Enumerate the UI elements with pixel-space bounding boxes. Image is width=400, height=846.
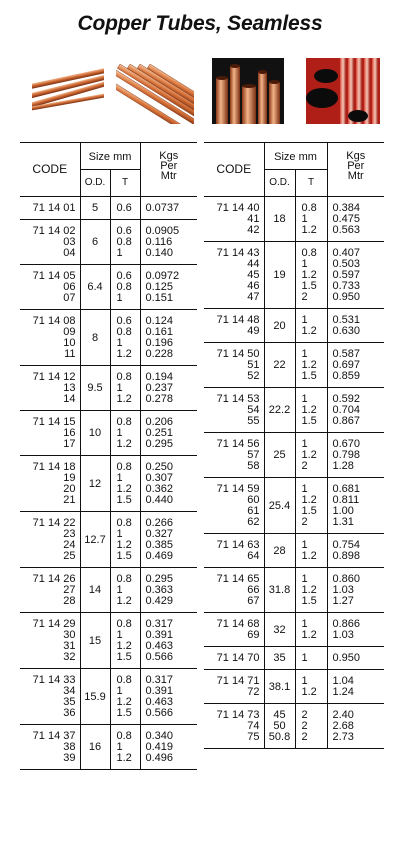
code-cell: 71 14 63 64 bbox=[204, 534, 264, 568]
thickness-cell: 1 1.2 2 bbox=[295, 433, 327, 478]
od-cell: 32 bbox=[264, 613, 295, 647]
copper-tubes-table-right bbox=[204, 142, 384, 749]
kg-per-mtr-cell: 0.0972 0.125 0.151 bbox=[140, 265, 197, 310]
table-row bbox=[204, 704, 384, 749]
table-row bbox=[20, 197, 197, 220]
od-cell: 22.2 bbox=[264, 388, 295, 433]
code-cell: 71 14 73 74 75 bbox=[204, 704, 264, 749]
table-row bbox=[20, 613, 197, 669]
code-cell: 71 14 02 03 04 bbox=[20, 220, 80, 265]
od-cell: 15.9 bbox=[80, 669, 110, 725]
kg-per-mtr-cell: 0.950 bbox=[327, 647, 384, 670]
thickness-cell: 1 1.2 bbox=[295, 670, 327, 704]
kg-per-mtr-cell: 0.317 0.391 0.463 0.566 bbox=[140, 669, 197, 725]
thickness-cell: 0.6 0.8 1 bbox=[110, 220, 140, 265]
code-cell: 71 14 50 51 52 bbox=[204, 343, 264, 388]
thickness-cell: 0.8 1 1.2 1.5 bbox=[110, 512, 140, 568]
kg-per-mtr-cell: 0.681 0.811 1.00 1.31 bbox=[327, 478, 384, 534]
code-cell: 71 14 12 13 14 bbox=[20, 366, 80, 411]
od-cell: 22 bbox=[264, 343, 295, 388]
copper-tube-photo-2 bbox=[116, 64, 194, 124]
kg-per-mtr-cell: 0.866 1.03 bbox=[327, 613, 384, 647]
od-cell: 25 bbox=[264, 433, 295, 478]
thickness-cell: 0.8 1 1.2 bbox=[295, 197, 327, 242]
od-cell: 35 bbox=[264, 647, 295, 670]
od-cell: 5 bbox=[80, 197, 110, 220]
thickness-cell: 0.8 1 1.2 1.5 bbox=[110, 669, 140, 725]
table-row bbox=[20, 411, 197, 456]
od-cell: 31.8 bbox=[264, 568, 295, 613]
thickness-cell: 2 2 2 bbox=[295, 704, 327, 749]
table-row bbox=[20, 366, 197, 411]
od-cell: 16 bbox=[80, 725, 110, 770]
thickness-cell: 1 1.2 1.5 bbox=[295, 343, 327, 388]
code-cell: 71 14 26 27 28 bbox=[20, 568, 80, 613]
code-cell: 71 14 01 bbox=[20, 197, 80, 220]
header-od: O.D. bbox=[264, 170, 295, 197]
header-od: O.D. bbox=[80, 170, 110, 197]
table-body-right bbox=[204, 197, 384, 749]
od-cell: 12 bbox=[80, 456, 110, 512]
copper-tubes-table-left bbox=[20, 142, 197, 770]
thickness-cell: 1 bbox=[295, 647, 327, 670]
code-cell: 71 14 37 38 39 bbox=[20, 725, 80, 770]
kg-per-mtr-cell: 0.531 0.630 bbox=[327, 309, 384, 343]
code-cell: 71 14 71 72 bbox=[204, 670, 264, 704]
page-title: Copper Tubes, Seamless bbox=[77, 12, 323, 35]
table-row bbox=[204, 647, 384, 670]
code-cell: 71 14 43 44 45 46 47 bbox=[204, 242, 264, 309]
od-cell: 6 bbox=[80, 220, 110, 265]
table-row bbox=[20, 456, 197, 512]
thickness-cell: 1 1.2 bbox=[295, 534, 327, 568]
code-cell: 71 14 15 16 17 bbox=[20, 411, 80, 456]
header-size-mm: Size mm bbox=[80, 143, 140, 170]
code-cell: 71 14 33 34 35 36 bbox=[20, 669, 80, 725]
od-cell: 19 bbox=[264, 242, 295, 309]
od-cell: 8 bbox=[80, 310, 110, 366]
od-cell: 18 bbox=[264, 197, 295, 242]
table-row bbox=[20, 568, 197, 613]
thickness-cell: 0.8 1 1.2 1.5 bbox=[110, 613, 140, 669]
table-row bbox=[20, 265, 197, 310]
table-row bbox=[204, 613, 384, 647]
table-row bbox=[204, 534, 384, 568]
kg-per-mtr-cell: 0.592 0.704 0.867 bbox=[327, 388, 384, 433]
kg-per-mtr-cell: 0.0737 bbox=[140, 197, 197, 220]
thickness-cell: 0.8 1 1.2 1.5 bbox=[110, 456, 140, 512]
thickness-cell: 1 1.2 bbox=[295, 309, 327, 343]
od-cell: 25.4 bbox=[264, 478, 295, 534]
od-cell: 38.1 bbox=[264, 670, 295, 704]
thickness-cell: 0.8 1 1.2 1.5 2 bbox=[295, 242, 327, 309]
header-t: T bbox=[295, 170, 327, 197]
table-row bbox=[20, 669, 197, 725]
code-cell: 71 14 08 09 10 11 bbox=[20, 310, 80, 366]
table-row bbox=[20, 310, 197, 366]
table-row bbox=[204, 343, 384, 388]
od-cell: 45 50 50.8 bbox=[264, 704, 295, 749]
header-size-mm: Size mm bbox=[264, 143, 327, 170]
kg-per-mtr-cell: 0.206 0.251 0.295 bbox=[140, 411, 197, 456]
code-cell: 71 14 48 49 bbox=[204, 309, 264, 343]
table-row bbox=[204, 242, 384, 309]
code-cell: 71 14 05 06 07 bbox=[20, 265, 80, 310]
table-row bbox=[204, 388, 384, 433]
thickness-cell: 1 1.2 1.5 bbox=[295, 388, 327, 433]
copper-tube-photo-3 bbox=[212, 58, 284, 124]
header-t: T bbox=[110, 170, 140, 197]
od-cell: 10 bbox=[80, 411, 110, 456]
kg-per-mtr-cell: 0.587 0.697 0.859 bbox=[327, 343, 384, 388]
thickness-cell: 0.6 bbox=[110, 197, 140, 220]
od-cell: 12.7 bbox=[80, 512, 110, 568]
table-row bbox=[204, 670, 384, 704]
thickness-cell: 0.8 1 1.2 bbox=[110, 725, 140, 770]
thickness-cell: 1 1.2 1.5 bbox=[295, 568, 327, 613]
od-cell: 28 bbox=[264, 534, 295, 568]
kg-per-mtr-cell: 0.407 0.503 0.597 0.733 0.950 bbox=[327, 242, 384, 309]
code-cell: 71 14 65 66 67 bbox=[204, 568, 264, 613]
code-cell: 71 14 70 bbox=[204, 647, 264, 670]
copper-tube-photo-1 bbox=[32, 62, 104, 112]
kg-per-mtr-cell: 0.754 0.898 bbox=[327, 534, 384, 568]
kg-per-mtr-cell: 1.04 1.24 bbox=[327, 670, 384, 704]
od-cell: 20 bbox=[264, 309, 295, 343]
table-row bbox=[204, 309, 384, 343]
od-cell: 6.4 bbox=[80, 265, 110, 310]
thickness-cell: 1 1.2 bbox=[295, 613, 327, 647]
code-cell: 71 14 22 23 24 25 bbox=[20, 512, 80, 568]
code-cell: 71 14 68 69 bbox=[204, 613, 264, 647]
copper-tube-photo-4 bbox=[306, 58, 380, 124]
kg-per-mtr-cell: 2.40 2.68 2.73 bbox=[327, 704, 384, 749]
table-row bbox=[204, 433, 384, 478]
kg-per-mtr-cell: 0.340 0.419 0.496 bbox=[140, 725, 197, 770]
kg-per-mtr-cell: 0.384 0.475 0.563 bbox=[327, 197, 384, 242]
kg-per-mtr-cell: 0.124 0.161 0.196 0.228 bbox=[140, 310, 197, 366]
header-code: CODE bbox=[204, 143, 264, 197]
table-row bbox=[204, 568, 384, 613]
kg-per-mtr-cell: 0.194 0.237 0.278 bbox=[140, 366, 197, 411]
code-cell: 71 14 29 30 31 32 bbox=[20, 613, 80, 669]
header-code: CODE bbox=[20, 143, 80, 197]
kg-per-mtr-cell: 0.250 0.307 0.362 0.440 bbox=[140, 456, 197, 512]
code-cell: 71 14 59 60 61 62 bbox=[204, 478, 264, 534]
kg-per-mtr-cell: 0.0905 0.116 0.140 bbox=[140, 220, 197, 265]
kg-per-mtr-cell: 0.295 0.363 0.429 bbox=[140, 568, 197, 613]
header-kgs-per-mtr: Kgs Per Mtr bbox=[140, 143, 197, 197]
kg-per-mtr-cell: 0.317 0.391 0.463 0.566 bbox=[140, 613, 197, 669]
kg-per-mtr-cell: 0.266 0.327 0.385 0.469 bbox=[140, 512, 197, 568]
code-cell: 71 14 18 19 20 21 bbox=[20, 456, 80, 512]
code-cell: 71 14 56 57 58 bbox=[204, 433, 264, 478]
thickness-cell: 0.8 1 1.2 bbox=[110, 568, 140, 613]
table-row bbox=[204, 478, 384, 534]
kg-per-mtr-cell: 0.860 1.03 1.27 bbox=[327, 568, 384, 613]
table-row bbox=[204, 197, 384, 242]
thickness-cell: 1 1.2 1.5 2 bbox=[295, 478, 327, 534]
table-body-left bbox=[20, 197, 197, 770]
od-cell: 9.5 bbox=[80, 366, 110, 411]
table-row bbox=[20, 220, 197, 265]
table-row bbox=[20, 512, 197, 568]
thickness-cell: 0.8 1 1.2 bbox=[110, 366, 140, 411]
code-cell: 71 14 40 41 42 bbox=[204, 197, 264, 242]
od-cell: 14 bbox=[80, 568, 110, 613]
code-cell: 71 14 53 54 55 bbox=[204, 388, 264, 433]
thickness-cell: 0.6 0.8 1 1.2 bbox=[110, 310, 140, 366]
od-cell: 15 bbox=[80, 613, 110, 669]
table-row bbox=[20, 725, 197, 770]
kg-per-mtr-cell: 0.670 0.798 1.28 bbox=[327, 433, 384, 478]
thickness-cell: 0.8 1 1.2 bbox=[110, 411, 140, 456]
header-kgs-per-mtr: Kgs Per Mtr bbox=[327, 143, 384, 197]
thickness-cell: 0.6 0.8 1 bbox=[110, 265, 140, 310]
